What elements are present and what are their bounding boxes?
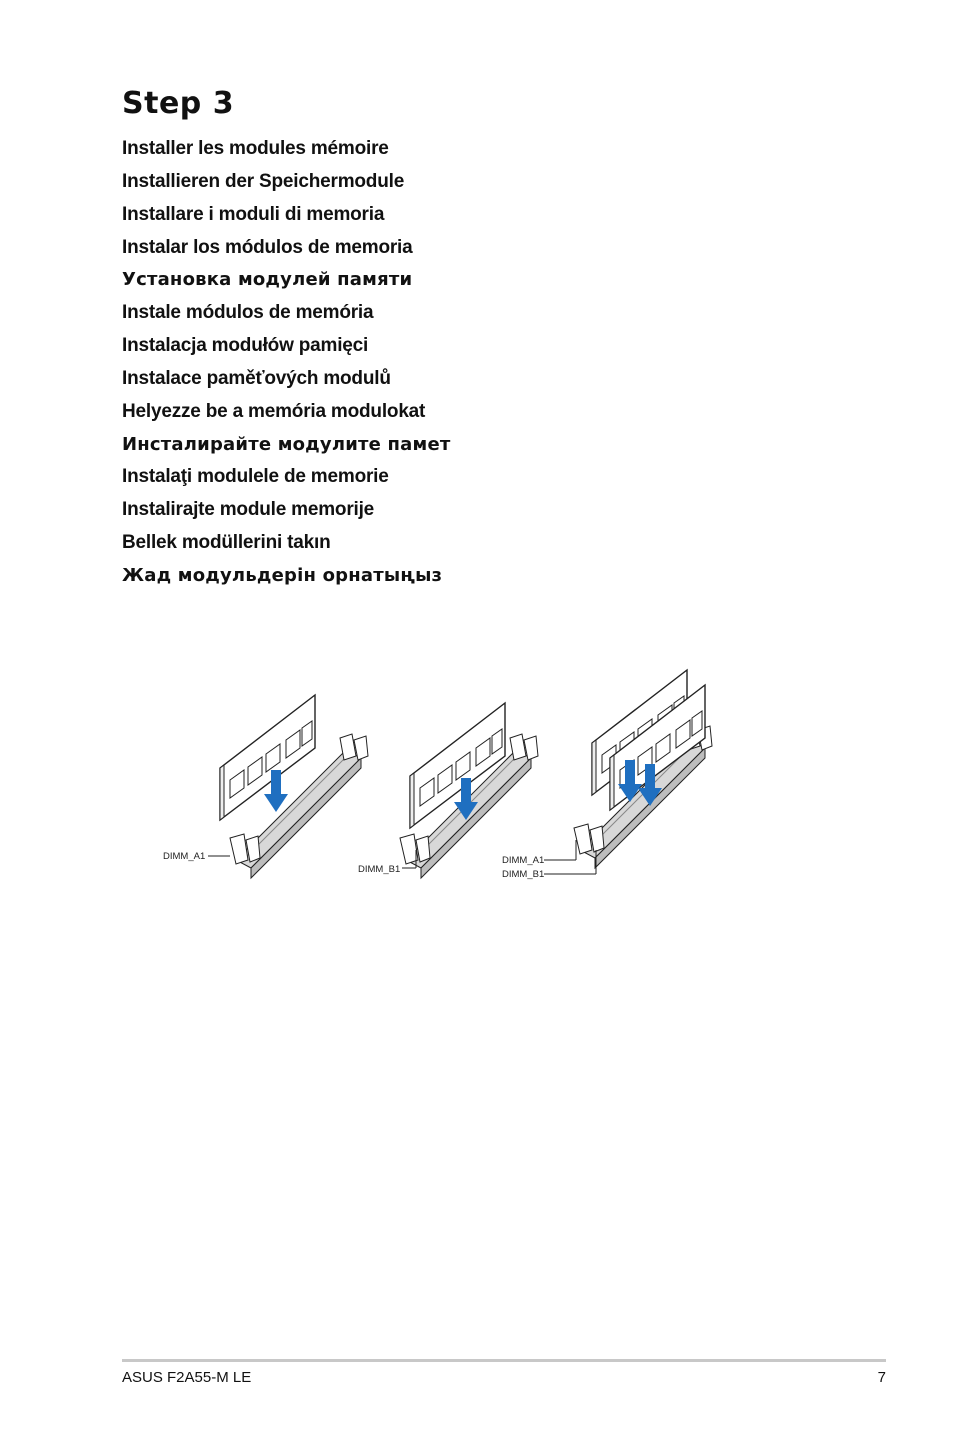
memory-install-illustration <box>150 660 730 900</box>
list-item: Жад модульдерін орнатыңыз <box>122 564 443 586</box>
dimm-b1-diagram <box>358 703 538 878</box>
list-item: Instalacja modułów pamięci <box>122 335 369 357</box>
dual-dimm-b1-label: DIMM_B1 <box>502 869 545 880</box>
list-item: Instalar los módulos de memoria <box>122 236 413 258</box>
list-item: Инсталирайте модулите памет <box>122 433 451 455</box>
dimm-b1-label: DIMM_B1 <box>358 864 401 875</box>
memory-install-figure <box>150 660 730 900</box>
list-item: Helyezze be a memória modulokat <box>122 400 426 422</box>
list-item: Instale módulos de memória <box>122 302 374 324</box>
list-item: Instalace paměťových modulů <box>122 367 391 389</box>
list-item: Instalirajte module memorije <box>122 499 375 521</box>
list-item: Bellek modüllerini takın <box>122 532 331 554</box>
footer-product-name: ASUS F2A55-M LE <box>122 1369 252 1386</box>
footer-divider <box>122 1359 886 1362</box>
language-list <box>122 137 451 597</box>
list-item: Instalaţi modulele de memorie <box>122 466 389 488</box>
list-item: Установка модулей памяти <box>122 269 413 291</box>
dual-dimm-diagram <box>502 670 712 880</box>
page-number: 7 <box>877 1369 886 1386</box>
page-title: Step 3 <box>122 86 235 121</box>
dual-dimm-a1-label: DIMM_A1 <box>502 855 545 866</box>
list-item: Installer les modules mémoire <box>122 138 389 159</box>
list-item: Installare i moduli di memoria <box>122 203 385 225</box>
dimm-a1-label: DIMM_A1 <box>163 851 206 862</box>
dimm-a1-diagram <box>163 695 368 878</box>
list-item: Installieren der Speichermodule <box>122 170 405 192</box>
